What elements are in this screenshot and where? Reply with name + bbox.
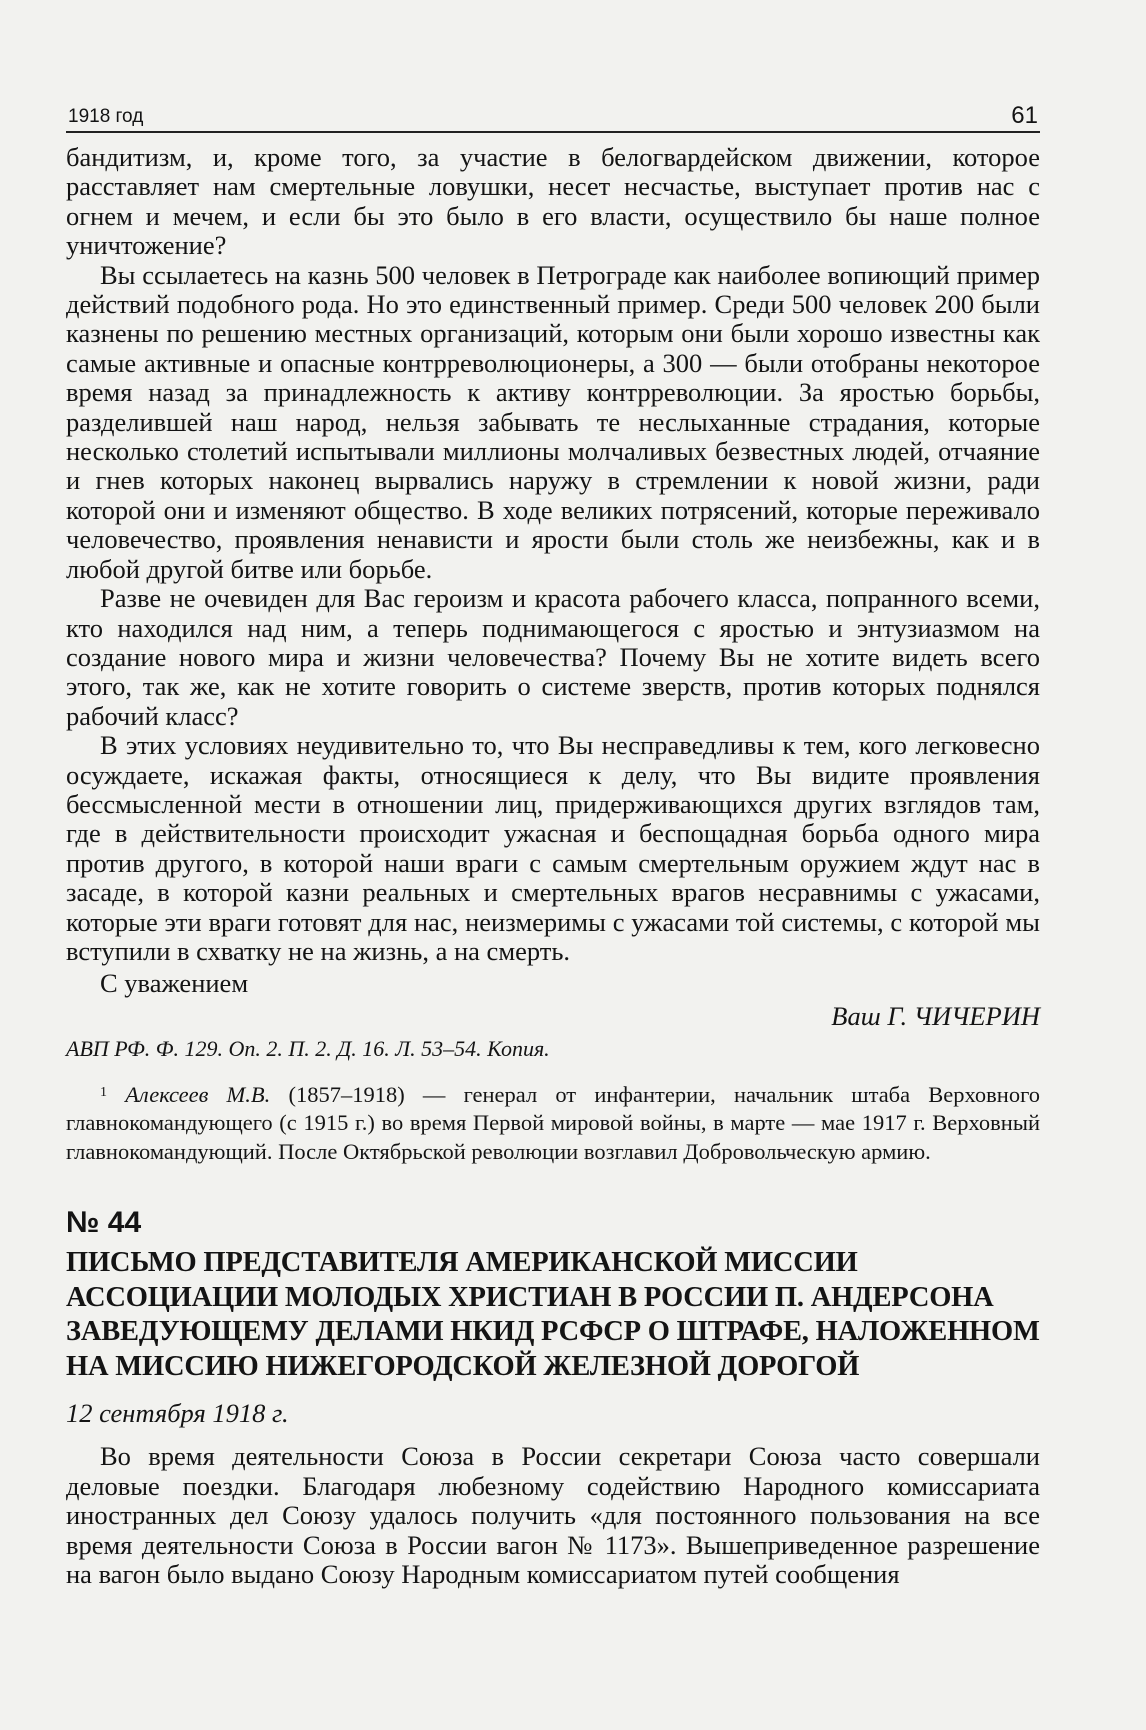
document-title: ПИСЬМО ПРЕДСТАВИТЕЛЯ АМЕРИКАНСКОЙ МИССИИ АССОЦИАЦИИ МОЛОДЫХ ХРИСТИАН В РОССИИ П. АНДЕРСОНА ЗАВЕДУЮЩЕМУ ДЕЛАМИ НКИД РСФСР О ШТРАФЕ, НАЛОЖЕННОМ НА МИССИЮ НИЖЕГОРОДСКОЙ ЖЕЛЕЗНОЙ ДОРОГОЙ <box>66 1247 1040 1382</box>
paragraph-4: В этих условиях неудивительно то, что Вы несправедливы к тем, кого легковесно осуждаете, искажая факты, относящиеся к делу, что Вы видите проявления бессмысленной мести в отношении лиц, придерживающихся других взглядов там, где в действительности происходит ужасная и беспощадная борьба одного мира против другого, в которой наши враги с самым смертельным оружием ждут нас в засаде, в которой казни реальных и смертельных врагов несравнимы с ужасами, которые эти враги готовят для нас, неизмеримы с ужасами той системы, с которой мы вступили в схватку не на жизнь, а на смерть. <box>66 730 1040 966</box>
page-number: 61 <box>1011 102 1038 129</box>
page-body <box>66 143 1040 1589</box>
footnote <box>66 1081 1040 1167</box>
footnote-text: (1857–1918) — генерал от инфантерии, начальник штаба Верховного главнокомандующего (с 1915 г.) во время Первой мировой войны, в марте — мае 1917 г. Верховный главнокомандующий. После Октябрьской революции возглавил Добровольческую армию. <box>66 1081 1041 1164</box>
signature: Ваш Г. ЧИЧЕРИН <box>831 1000 1040 1031</box>
document-date: 12 сентября 1918 г. <box>66 1398 289 1429</box>
page-header <box>66 101 1040 133</box>
paragraph-3: Разве не очевиден для Вас героизм и красота рабочего класса, попранного всеми, кто находился над ним, а теперь поднимающегося с яростью и энтузиазмом на создание нового мира и жизни человечества? Почему Вы не хотите видеть всего этого, так же, как не хотите говорить о системе зверств, против которых поднялся рабочий класс? <box>66 583 1040 731</box>
running-head: 1918 год <box>68 106 144 127</box>
closing-salutation: С уважением <box>100 968 249 999</box>
footnote-marker: 1 <box>100 1084 107 1100</box>
footnote-name: Алексеев М.В. <box>125 1081 271 1107</box>
paragraph-2: Вы ссылаетесь на казнь 500 человек в Петрограде как наиболее вопиющий пример действий подобного рода. Но это единственный пример. Среди 500 человек 200 были казнены по решению местных организаций, которым они были хорошо известны как самые активные и опасные контрреволюционеры, а 300 — были отобраны некоторое время назад за принадлежность к активу контрреволюции. За яростью борьбы, разделившей наш народ, нельзя забывать те неслыханные страдания, которые несколько столетий испытывали миллионы молчаливых безвестных людей, отчаяние и гнев которых наконец вырвались наружу в стремлении к новой жизни, ради которой они и изменяют общество. В ходе великих потрясений, которые переживало человечество, проявления ненависти и ярости были столь же неизбежны, как и в любой другой битве или борьбе. <box>66 259 1040 584</box>
document-paragraph-1: Во время деятельности Союза в России секретари Союза часто совершали деловые поездки. Благодаря любезному содействию Народного комиссариата иностранных дел Союзу удалось получить «для постоянного пользования на все время деятельности Союза в России вагон № 1173». Вышеприведенное разрешение на вагон было выдано Союзу Народным комиссариатом путей сообщения <box>66 1441 1040 1589</box>
document-number: № 44 <box>66 1206 142 1240</box>
paragraph-1: бандитизм, и, кроме того, за участие в белогвардейском движении, которое расставляет нам смертельные ловушки, несет несчастье, выступает против нас с огнем и мечем, и если бы это было в его власти, осуществило бы наше полное уничтожение? <box>66 142 1040 261</box>
archive-reference: АВП РФ. Ф. 129. Оп. 2. П. 2. Д. 16. Л. 53–54. Копия. <box>66 1035 550 1061</box>
